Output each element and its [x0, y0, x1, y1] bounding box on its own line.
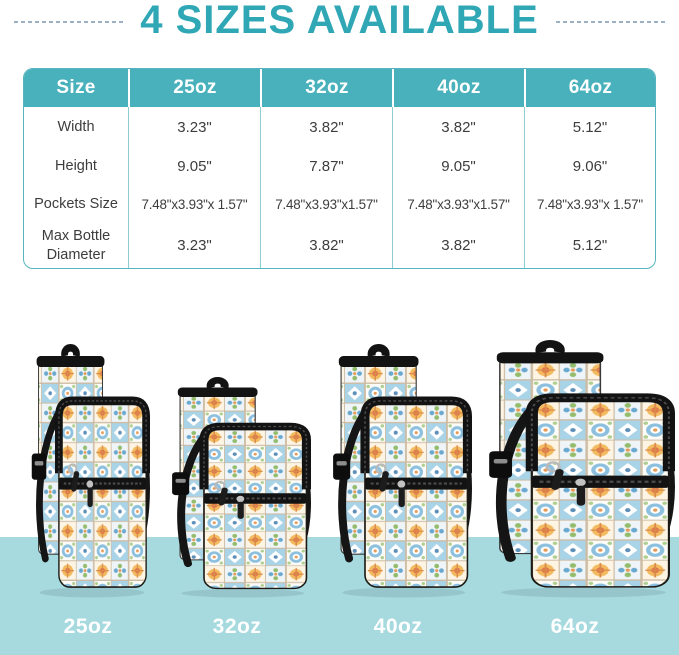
table-cell: 7.48"x3.93"x1.57"	[392, 185, 524, 223]
table-cell: 3.82"	[260, 107, 392, 147]
table-cell: 9.05"	[128, 147, 260, 185]
table-header-32oz: 32oz	[260, 69, 392, 107]
table-header-size: Size	[24, 69, 128, 107]
table-cell: 9.05"	[392, 147, 524, 185]
table-cell: 5.12"	[524, 107, 655, 147]
bag-image-64oz	[477, 340, 675, 598]
title-dash-right	[556, 21, 666, 23]
bag-image-32oz	[163, 377, 311, 598]
size-label-32oz: 32oz	[212, 615, 262, 638]
size-table	[23, 68, 656, 269]
bag-image-40oz	[324, 344, 472, 598]
row-label-height: Height	[55, 157, 97, 174]
table-cell: 9.06"	[524, 147, 655, 185]
size-label-64oz: 64oz	[550, 615, 600, 638]
table-cell: 5.12"	[524, 223, 655, 268]
table-cell: 7.48"x3.93"x 1.57"	[524, 185, 655, 223]
table-cell: 7.87"	[260, 147, 392, 185]
size-label-40oz: 40oz	[373, 615, 423, 638]
table-cell: 3.82"	[392, 107, 524, 147]
title-row	[0, 0, 679, 52]
table-cell: 3.23"	[128, 223, 260, 268]
row-label-pockets-size: Pockets Size	[34, 195, 118, 212]
table-cell: 3.23"	[128, 107, 260, 147]
bag-image-25oz	[24, 344, 150, 598]
table-cell: 7.48"x3.93"x 1.57"	[128, 185, 260, 223]
row-label-width: Width	[57, 118, 95, 135]
page-title: 4 SIZES AVAILABLE	[140, 0, 539, 42]
row-label-max-bottle-diameter: Max Bottle Diameter	[41, 228, 111, 263]
size-label-25oz: 25oz	[63, 615, 113, 638]
table-cell: 7.48"x3.93"x1.57"	[260, 185, 392, 223]
table-header-40oz: 40oz	[392, 69, 524, 107]
table-cell: 3.82"	[392, 223, 524, 268]
table-header-25oz: 25oz	[128, 69, 260, 107]
table-cell: 3.82"	[260, 223, 392, 268]
table-header-64oz: 64oz	[524, 69, 655, 107]
